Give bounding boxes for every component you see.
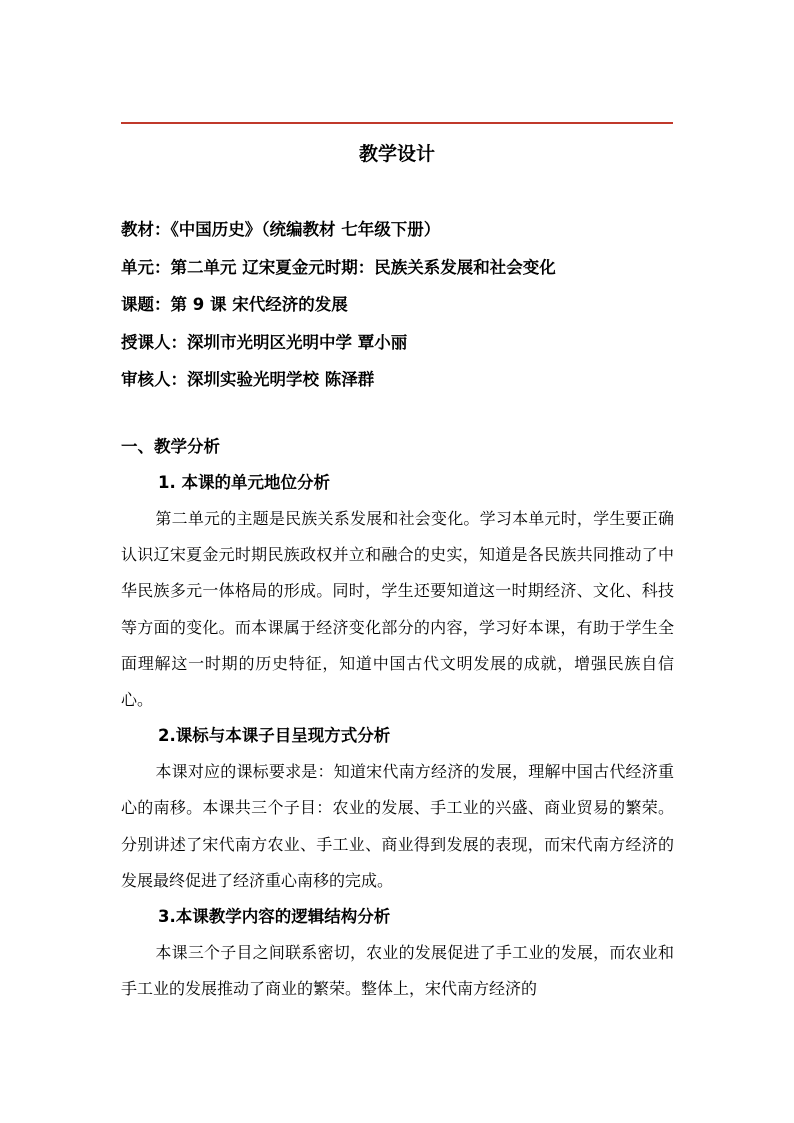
document-title: 教学设计	[358, 143, 435, 165]
lesson-topic-line: 课题：第 9 课 宋代经济的发展	[121, 295, 348, 315]
paragraph-unit-position: 第二单元的主题是民族关系发展和社会变化。学习本单元时，学生要正确认识辽宋夏金元时期民族政权并立和融合的史实，知道是各民族共同推动了中华民族多元一体格局的形成。同时，学生还要知道这一时期经济、文化、科技等方面的变化。而本课属于经济变化部分的内容，学习好本课，有助于学生全面理解这一时期的历史特征，知道中国古代文明发展的成就，增强民族自信心。	[121, 509, 674, 710]
lesson-info	[121, 211, 681, 399]
subsection-heading-curriculum: 2.课标与本课子目呈现方式分析	[158, 726, 391, 746]
teacher-line: 授课人：深圳市光明区光明中学 覃小丽	[121, 332, 408, 352]
paragraph-logic-structure: 本课三个子目之间联系密切，农业的发展促进了手工业的发展，而农业和手工业的发展推动了商业的繁荣。整体上，宋代南方经济的	[121, 943, 674, 999]
subsection-heading-logic-structure: 3.本课教学内容的逻辑结构分析	[158, 907, 391, 927]
textbook-line: 教材：《中国历史》（统编教材 七年级下册）	[121, 220, 441, 239]
document-body	[121, 429, 674, 1007]
subsection-heading-unit-position: 1. 本课的单元地位分析	[158, 473, 330, 492]
section-heading: 一、教学分析	[121, 437, 220, 456]
header-rule	[121, 122, 673, 124]
unit-line: 单元：第二单元 辽宋夏金元时期：民族关系发展和社会变化	[121, 257, 556, 277]
paragraph-curriculum: 本课对应的课标要求是：知道宋代南方经济的发展，理解中国古代经济重心的南移。本课共三个子目：农业的发展、手工业的兴盛、商业贸易的繁荣。分别讲述了宋代南方农业、手工业、商业得到发展的表现，而宋代南方经济的发展最终促进了经济重心南移的完成。	[121, 762, 674, 890]
reviewer-line: 审核人：深圳实验光明学校 陈泽群	[121, 370, 375, 390]
